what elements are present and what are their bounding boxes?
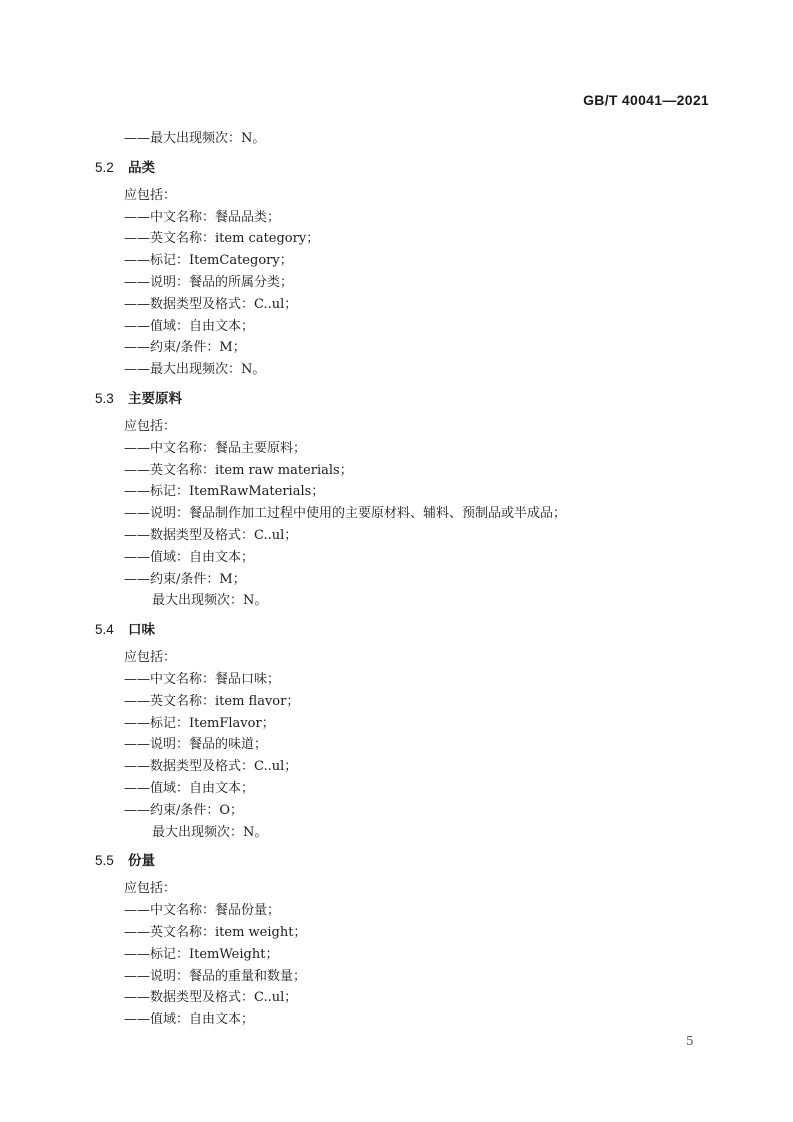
list-item: ——中文名称：餐品口味；: [124, 671, 281, 687]
list-item: ——英文名称：item weight；: [124, 924, 307, 940]
list-item: ——中文名称：餐品份量；: [124, 903, 281, 919]
list-item: ——中文名称：餐品主要原料；: [124, 440, 307, 456]
section-heading: [0, 152, 793, 183]
section-title: 品类: [128, 159, 155, 175]
list-item: ——数据类型及格式：C..ul；: [124, 527, 298, 543]
list-item: ——值域：自由文本；: [124, 549, 255, 565]
list-item: ——说明：餐品的重量和数量；: [124, 968, 307, 984]
list-item: ——最大出现频次：N。: [124, 131, 266, 146]
page-number: 5: [686, 1034, 694, 1048]
section-heading: [0, 383, 793, 414]
list-item: ——值域：自由文本；: [124, 318, 255, 334]
list-item: ——值域：自由文本；: [124, 1012, 255, 1028]
section-number: 5.2: [95, 159, 114, 175]
standard-code: GB/T 40041—2021: [583, 92, 709, 108]
list-item: ——最大出现频次：N。: [124, 362, 266, 378]
list-item: ——英文名称：item raw materials；: [124, 462, 353, 478]
list-item: ——数据类型及格式：C..ul；: [124, 990, 298, 1006]
section-intro: 应包括：: [124, 881, 177, 897]
section-number: 5.5: [95, 853, 114, 869]
list-item: ——说明：餐品的所属分类；: [124, 274, 294, 290]
section-number: 5.4: [95, 622, 114, 638]
list-item: 最大出现频次：N。: [152, 824, 268, 840]
list-item: ——说明：餐品的味道；: [124, 737, 268, 753]
list-item: ——标记：ItemRawMaterials；: [124, 484, 325, 500]
section-heading: [0, 845, 793, 876]
list-item: ——标记：ItemFlavor；: [124, 715, 275, 731]
section-intro: 应包括：: [124, 650, 177, 666]
list-item: ——值域：自由文本；: [124, 780, 255, 796]
document-body: [0, 128, 793, 1031]
section-intro: 应包括：: [124, 418, 177, 434]
list-item: ——标记：ItemWeight；: [124, 946, 279, 962]
list-item: ——约束/条件：M；: [124, 571, 246, 587]
list-item: ——英文名称：item category；: [124, 231, 320, 247]
section-number: 5.3: [95, 390, 114, 406]
section-heading: [0, 614, 793, 645]
list-item: ——中文名称：餐品品类；: [124, 209, 281, 225]
list-item: ——数据类型及格式：C..ul；: [124, 296, 298, 312]
section-title: 口味: [128, 622, 155, 638]
list-item: ——数据类型及格式：C..ul；: [124, 759, 298, 775]
section-title: 份量: [128, 853, 155, 869]
list-item: ——标记：ItemCategory；: [124, 253, 293, 269]
section-title: 主要原料: [128, 390, 182, 406]
list-item: ——约束/条件：O；: [124, 802, 244, 818]
list-item: ——英文名称：item flavor；: [124, 693, 300, 709]
list-item: ——说明：餐品制作加工过程中使用的主要原材料、辅料、预制品或半成品；: [124, 506, 567, 522]
list-item: 最大出现频次：N。: [152, 593, 268, 609]
section-intro: 应包括：: [124, 187, 177, 203]
list-item: ——约束/条件：M；: [124, 340, 246, 356]
